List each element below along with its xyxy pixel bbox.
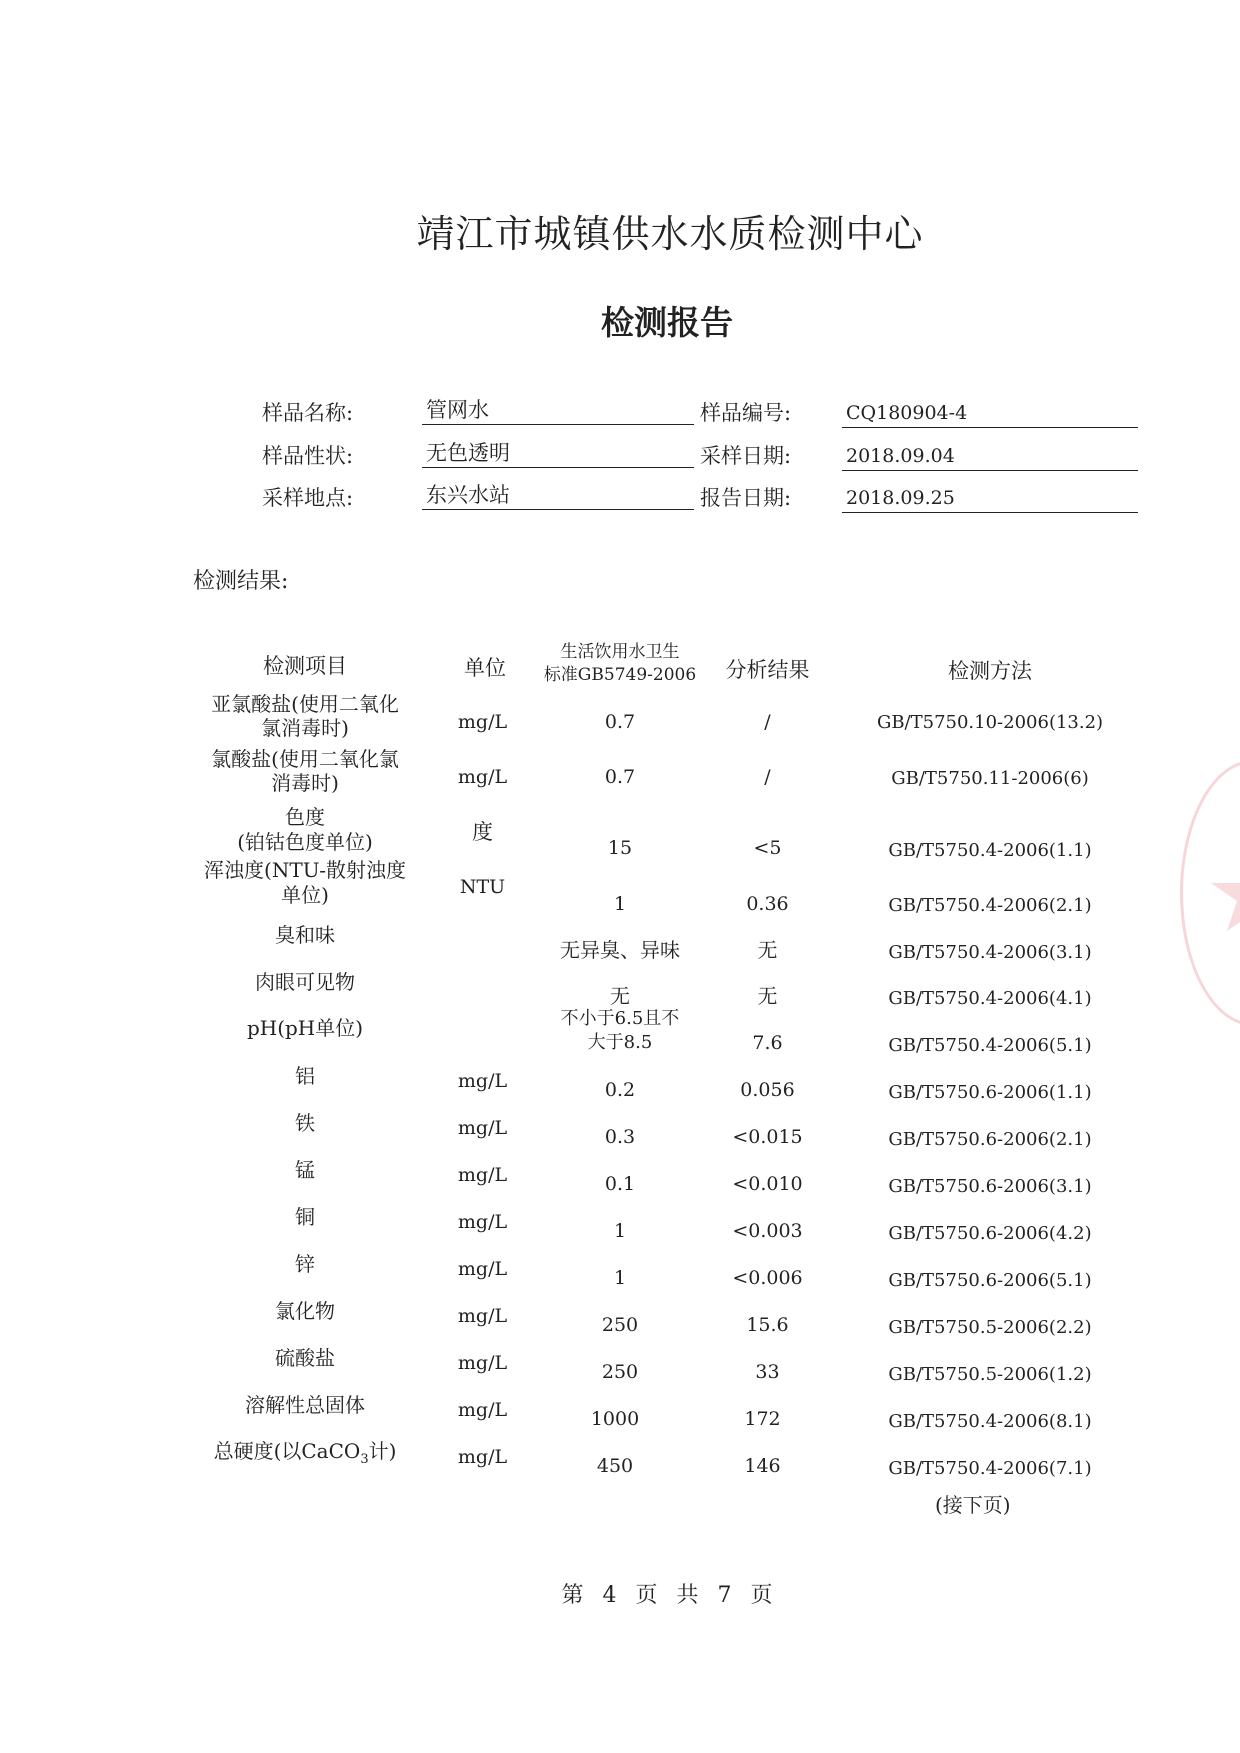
organization-title: 靖江市城镇供水水质检测中心: [416, 212, 924, 256]
row-15-method: GB/T5750.4-2006(7.1): [888, 1458, 1092, 1479]
row-0-unit: mg/L: [457, 711, 508, 733]
header-item: 检测项目: [263, 654, 347, 678]
row-12-standard: 250: [601, 1314, 639, 1336]
row-7-unit: mg/L: [457, 1070, 508, 1092]
row-7-standard: 0.2: [604, 1079, 636, 1101]
row-2-standard: 15: [607, 837, 633, 859]
report-date-value: 2018.09.25: [842, 485, 1138, 513]
row-15-name-main: 总硬度(以CaCO: [213, 1439, 361, 1463]
row-1-name-line1: 氯酸盐(使用二氧化氯: [211, 747, 399, 771]
row-3-result: 0.36: [746, 893, 789, 915]
row-9-result: <0.010: [732, 1173, 803, 1195]
row-9-unit: mg/L: [457, 1164, 508, 1186]
row-8-method: GB/T5750.6-2006(2.1): [888, 1129, 1092, 1150]
sample-number-label: 样品编号:: [700, 401, 792, 425]
results-heading: 检测结果:: [193, 569, 289, 594]
row-15-result: 146: [744, 1455, 781, 1477]
row-1-standard: 0.7: [604, 766, 636, 788]
row-8-result: <0.015: [732, 1126, 803, 1148]
row-11-standard: 1: [613, 1267, 627, 1289]
row-8-name: 铁: [295, 1111, 315, 1135]
row-5-standard: 无: [610, 984, 630, 1008]
red-stamp-icon: [1180, 760, 1240, 1026]
row-11-method: GB/T5750.6-2006(5.1): [888, 1270, 1092, 1291]
row-13-result: 33: [755, 1361, 780, 1383]
row-4-name: 臭和味: [275, 923, 335, 947]
sampling-date-value: 2018.09.04: [842, 443, 1138, 471]
row-10-name: 铜: [295, 1205, 315, 1229]
header-result: 分析结果: [725, 658, 810, 682]
row-4-method: GB/T5750.4-2006(3.1): [888, 942, 1092, 963]
row-9-name: 锰: [295, 1158, 315, 1182]
row-0-standard: 0.7: [604, 711, 636, 733]
sampling-location-label: 采样地点:: [262, 486, 354, 510]
sampling-location-value: 东兴水站: [422, 482, 694, 510]
row-3-unit: NTU: [459, 876, 506, 898]
row-15-unit: mg/L: [457, 1446, 508, 1468]
row-5-result: 无: [757, 984, 778, 1008]
row-14-standard: 1000: [590, 1408, 640, 1430]
row-7-method: GB/T5750.6-2006(1.1): [888, 1082, 1092, 1103]
row-12-method: GB/T5750.5-2006(2.2): [888, 1317, 1092, 1338]
row-4-result: 无: [757, 938, 778, 962]
row-13-unit: mg/L: [457, 1352, 508, 1374]
row-11-result: <0.006: [732, 1267, 803, 1289]
row-14-result: 172: [744, 1408, 781, 1430]
row-10-unit: mg/L: [457, 1211, 508, 1233]
row-15-name-suffix: 计): [368, 1439, 397, 1463]
row-0-method: GB/T5750.10-2006(13.2): [876, 712, 1104, 733]
row-2-name-line1: 色度: [285, 805, 325, 829]
header-standard-line2: 标准GB5749-2006: [543, 665, 697, 685]
row-0-name-line1: 亚氯酸盐(使用二氧化: [211, 692, 399, 716]
row-6-standard-line2: 大于8.5: [587, 1032, 653, 1053]
row-15-standard: 450: [596, 1455, 634, 1477]
row-11-name: 锌: [295, 1252, 315, 1276]
row-1-name-line2: 消毒时): [271, 771, 339, 795]
row-12-name: 氯化物: [275, 1299, 335, 1323]
row-1-unit: mg/L: [457, 766, 508, 788]
row-15-name: [190, 1440, 420, 1471]
row-14-name: 溶解性总固体: [245, 1393, 365, 1417]
row-9-method: GB/T5750.6-2006(3.1): [888, 1176, 1092, 1197]
row-11-unit: mg/L: [457, 1258, 508, 1280]
row-1-method: GB/T5750.11-2006(6): [891, 768, 1089, 789]
row-3-name-line1: 浑浊度(NTU-散射浊度: [204, 858, 406, 882]
sample-appearance-label: 样品性状:: [262, 444, 354, 468]
row-6-method: GB/T5750.4-2006(5.1): [888, 1035, 1092, 1056]
row-8-unit: mg/L: [457, 1117, 508, 1139]
row-14-unit: mg/L: [457, 1399, 508, 1421]
sampling-date-label: 采样日期:: [700, 444, 792, 468]
row-10-standard: 1: [613, 1220, 627, 1242]
row-4-standard: 无异臭、异味: [560, 938, 680, 962]
row-2-method: GB/T5750.4-2006(1.1): [888, 840, 1092, 861]
row-13-name: 硫酸盐: [275, 1346, 335, 1370]
sample-number-value: CQ180904-4: [842, 400, 1138, 428]
continued-note: (接下页): [935, 1493, 1011, 1517]
row-15-name-subscript: 3: [360, 1452, 369, 1467]
row-10-method: GB/T5750.6-2006(4.2): [888, 1223, 1092, 1244]
row-13-standard: 250: [601, 1361, 639, 1383]
row-12-unit: mg/L: [457, 1305, 508, 1327]
row-7-result: 0.056: [740, 1079, 795, 1101]
header-unit: 单位: [464, 656, 506, 680]
row-3-standard: 1: [613, 893, 627, 915]
row-9-standard: 0.1: [604, 1173, 636, 1195]
sample-name-label: 样品名称:: [262, 401, 354, 425]
row-5-name: 肉眼可见物: [255, 970, 355, 994]
row-8-standard: 0.3: [604, 1126, 636, 1148]
page-number: 第 4 页 共 7 页: [561, 1583, 773, 1608]
report-title: 检测报告: [601, 303, 733, 342]
row-6-result: 7.6: [752, 1032, 783, 1054]
header-method: 检测方法: [948, 659, 1032, 683]
row-6-name: pH(pH单位): [246, 1016, 364, 1040]
row-2-name-line2: (铂钴色度单位): [237, 830, 373, 854]
row-2-unit: 度: [472, 820, 493, 844]
row-14-method: GB/T5750.4-2006(8.1): [888, 1411, 1092, 1432]
row-6-standard-line1: 不小于6.5且不: [560, 1008, 680, 1029]
row-10-result: <0.003: [732, 1220, 803, 1242]
row-0-name-line2: 氯消毒时): [261, 716, 349, 740]
row-3-method: GB/T5750.4-2006(2.1): [888, 895, 1092, 916]
row-12-result: 15.6: [746, 1314, 789, 1336]
header-standard-line1: 生活饮用水卫生: [560, 642, 680, 662]
row-7-name: 铝: [295, 1064, 315, 1088]
report-date-label: 报告日期:: [700, 486, 792, 510]
sample-appearance-value: 无色透明: [422, 440, 694, 468]
row-3-name-line2: 单位): [281, 883, 329, 907]
row-1-result: /: [764, 766, 771, 788]
row-2-result: <5: [753, 837, 782, 859]
row-5-method: GB/T5750.4-2006(4.1): [888, 988, 1092, 1009]
row-13-method: GB/T5750.5-2006(1.2): [888, 1364, 1092, 1385]
sample-name-value: 管网水: [422, 397, 694, 425]
row-0-result: /: [764, 711, 771, 733]
